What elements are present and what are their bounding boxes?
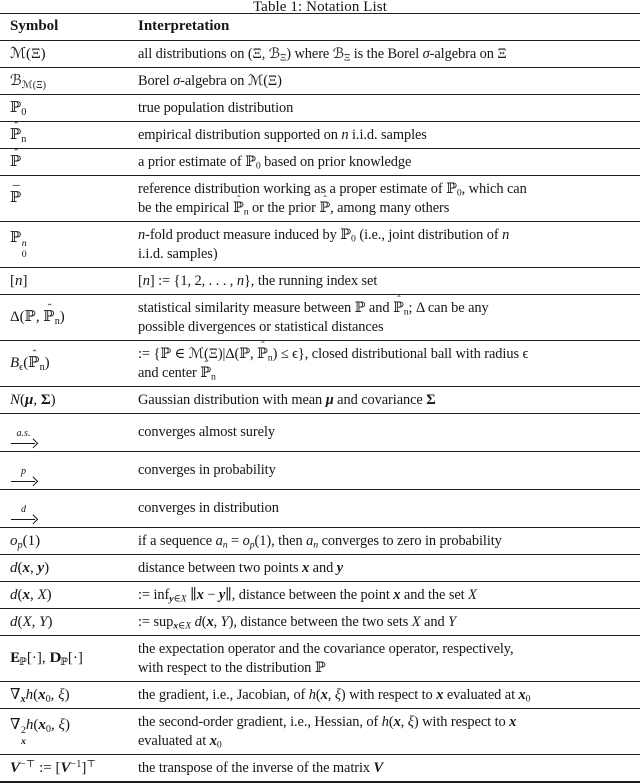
table-row <box>0 452 640 490</box>
table-row <box>0 755 640 783</box>
interpretation-line: := {ℙ ∈ ℳ(Ξ)|Δ(ℙ, ℙ ˆ$_n$) ≤ ϵ}, closed distributional ball with radius ϵ <box>138 345 638 364</box>
interpretation-cell <box>138 341 640 387</box>
interpretation-line: converges in distribution <box>138 500 279 516</box>
table-row <box>0 582 640 609</box>
interpretation-line: and center ℙ ˆ$_n$ <box>138 364 638 383</box>
table-row <box>0 268 640 295</box>
symbol-cell: ℙ$_0$ <box>0 95 138 122</box>
table-row <box>0 609 640 636</box>
interpretation-line: with respect to the distribution ℙ <box>138 659 326 676</box>
interpretation-line: converges almost surely <box>138 424 275 440</box>
interpretation-line: the second-order gradient, i.e., Hessian, of h(x, ξ) with respect to x <box>138 713 517 730</box>
interpretation-cell <box>138 528 640 555</box>
interpretation-cell <box>138 490 640 528</box>
notation-table-body <box>0 41 640 783</box>
table-row <box>0 222 640 268</box>
interpretation-cell <box>138 122 640 149</box>
interpretation-line: the expectation operator and the covariance operator, respectively, <box>138 640 514 657</box>
symbol-cell: d(X, Y) <box>0 609 138 636</box>
symbol-cell: ℙ ˆ <box>0 149 138 176</box>
symbol-cell: $\nabla_xh(x_0$, ξ) <box>0 682 138 709</box>
interpretation-cell <box>138 582 640 609</box>
column-header-interpretation: Interpretation <box>138 14 640 41</box>
table-row <box>0 122 640 149</box>
symbol-cell: a.s. <box>0 414 138 452</box>
symbol-cell: ℙ ¯ <box>0 176 138 222</box>
symbol-cell: V−⊤ := $[V^{-1}]^⊤$ <box>0 755 138 783</box>
interpretation-cell <box>138 414 640 452</box>
interpretation-line: empirical distribution supported on n i.i.d. samples <box>138 126 427 143</box>
symbol-cell: N(μ, Σ) <box>0 387 138 414</box>
interpretation-line: i.i.d. samples) <box>138 245 218 262</box>
interpretation-cell <box>138 41 640 68</box>
symbol-cell: $o_p(1)$ <box>0 528 138 555</box>
column-header-symbol: Symbol <box>0 14 138 41</box>
interpretation-cell <box>138 295 640 341</box>
table-row <box>0 528 640 555</box>
table-row <box>0 414 640 452</box>
interpretation-cell <box>138 149 640 176</box>
table-row <box>0 95 640 122</box>
interpretation-cell <box>138 95 640 122</box>
interpretation-cell <box>138 68 640 95</box>
interpretation-cell <box>138 452 640 490</box>
interpretation-cell <box>138 555 640 582</box>
interpretation-line: distance between two points x and y <box>138 559 344 576</box>
interpretation-cell <box>138 609 640 636</box>
header-row <box>0 14 640 41</box>
interpretation-line: possible divergences or statistical distances <box>138 318 384 335</box>
symbol-cell: [n] <box>0 268 138 295</box>
interpretation-cell <box>138 268 640 295</box>
symbol-cell: ℙ ˆ$_n$ <box>0 122 138 149</box>
table-row <box>0 295 640 341</box>
symbol-cell: Δ(ℙ, ℙ ˆ$_n$) <box>0 295 138 341</box>
table-row <box>0 490 640 528</box>
interpretation-line: all distributions on (Ξ, ℬ$_\Xi$) where ℬ$_\Xi$ is the Borel σ-algebra on Ξ <box>138 45 507 64</box>
interpretation-line: := sup$_{x\in X}$ d(x, Y), distance between the two sets X and Y <box>138 613 457 632</box>
interpretation-cell <box>138 636 640 682</box>
interpretation-line: the transpose of the inverse of the matrix V <box>138 759 384 776</box>
symbol-cell: d <box>0 490 138 528</box>
interpretation-line: evaluated at $x_0$ <box>138 732 222 751</box>
table-row <box>0 41 640 68</box>
interpretation-line: Borel σ-algebra on ℳ(Ξ) <box>138 72 282 89</box>
symbol-cell: ℳ(Ξ) <box>0 41 138 68</box>
interpretation-cell <box>138 176 640 222</box>
notation-table <box>0 13 640 783</box>
interpretation-line: Gaussian distribution with mean μ and covariance Σ <box>138 391 436 408</box>
symbol-cell: E $E_ℙ[\cdot]$, D $D_ℙ[\cdot]$ <box>0 636 138 682</box>
interpretation-cell <box>138 387 640 414</box>
symbol-cell: ℙ n 0 <box>0 222 138 268</box>
interpretation-line: converges in probability <box>138 462 276 478</box>
table-caption: Table 1: Notation List <box>252 0 388 13</box>
interpretation-cell <box>138 755 640 783</box>
interpretation-cell <box>138 222 640 268</box>
table-row <box>0 149 640 176</box>
interpretation-line: [n] := {1, 2, . . . , n}, the running index set <box>138 272 378 289</box>
table-row <box>0 682 640 709</box>
table-row <box>0 176 640 222</box>
interpretation-line: be the empirical ℙ ˆ$_n$ or the prior ℙ ˆ, among many others <box>138 199 638 218</box>
interpretation-line: if a sequence $a_n = o_p(1)$, then $a_n$ converges to zero in probability <box>138 532 502 551</box>
interpretation-line: := inf$_{y\in X}$ ∥x − y∥, distance between the point x and the set X <box>138 586 477 605</box>
interpretation-line: the gradient, i.e., Jacobian, of h(x, ξ) with respect to x evaluated at $x_0$ <box>138 686 531 705</box>
symbol-cell: d(x, X) <box>0 582 138 609</box>
interpretation-line: statistical similarity measure between ℙ and ℙ ˆ$_n$; Δ can be any <box>138 299 638 318</box>
table-row <box>0 555 640 582</box>
interpretation-line: true population distribution <box>138 99 294 116</box>
symbol-cell: ∇ 2 x $h(x_0$, ξ) <box>0 709 138 755</box>
table-row <box>0 387 640 414</box>
interpretation-line: reference distribution working as a proper estimate of ℙ$_0$, which can <box>138 180 527 199</box>
interpretation-cell <box>138 682 640 709</box>
symbol-cell: p <box>0 452 138 490</box>
interpretation-line: n-fold product measure induced by ℙ$_0$ (i.e., joint distribution of n <box>138 226 510 245</box>
symbol-cell: ℬ$_{ℳ(\Xi)}$ <box>0 68 138 95</box>
table-row <box>0 636 640 682</box>
symbol-cell: $B_\epsilon(ℙ$ ˆ$_n$) <box>0 341 138 387</box>
table-row <box>0 709 640 755</box>
interpretation-cell <box>138 709 640 755</box>
table-row <box>0 341 640 387</box>
table-row <box>0 68 640 95</box>
symbol-cell: d(x, y) <box>0 555 138 582</box>
interpretation-line: a prior estimate of ℙ$_0$ based on prior knowledge <box>138 153 412 172</box>
